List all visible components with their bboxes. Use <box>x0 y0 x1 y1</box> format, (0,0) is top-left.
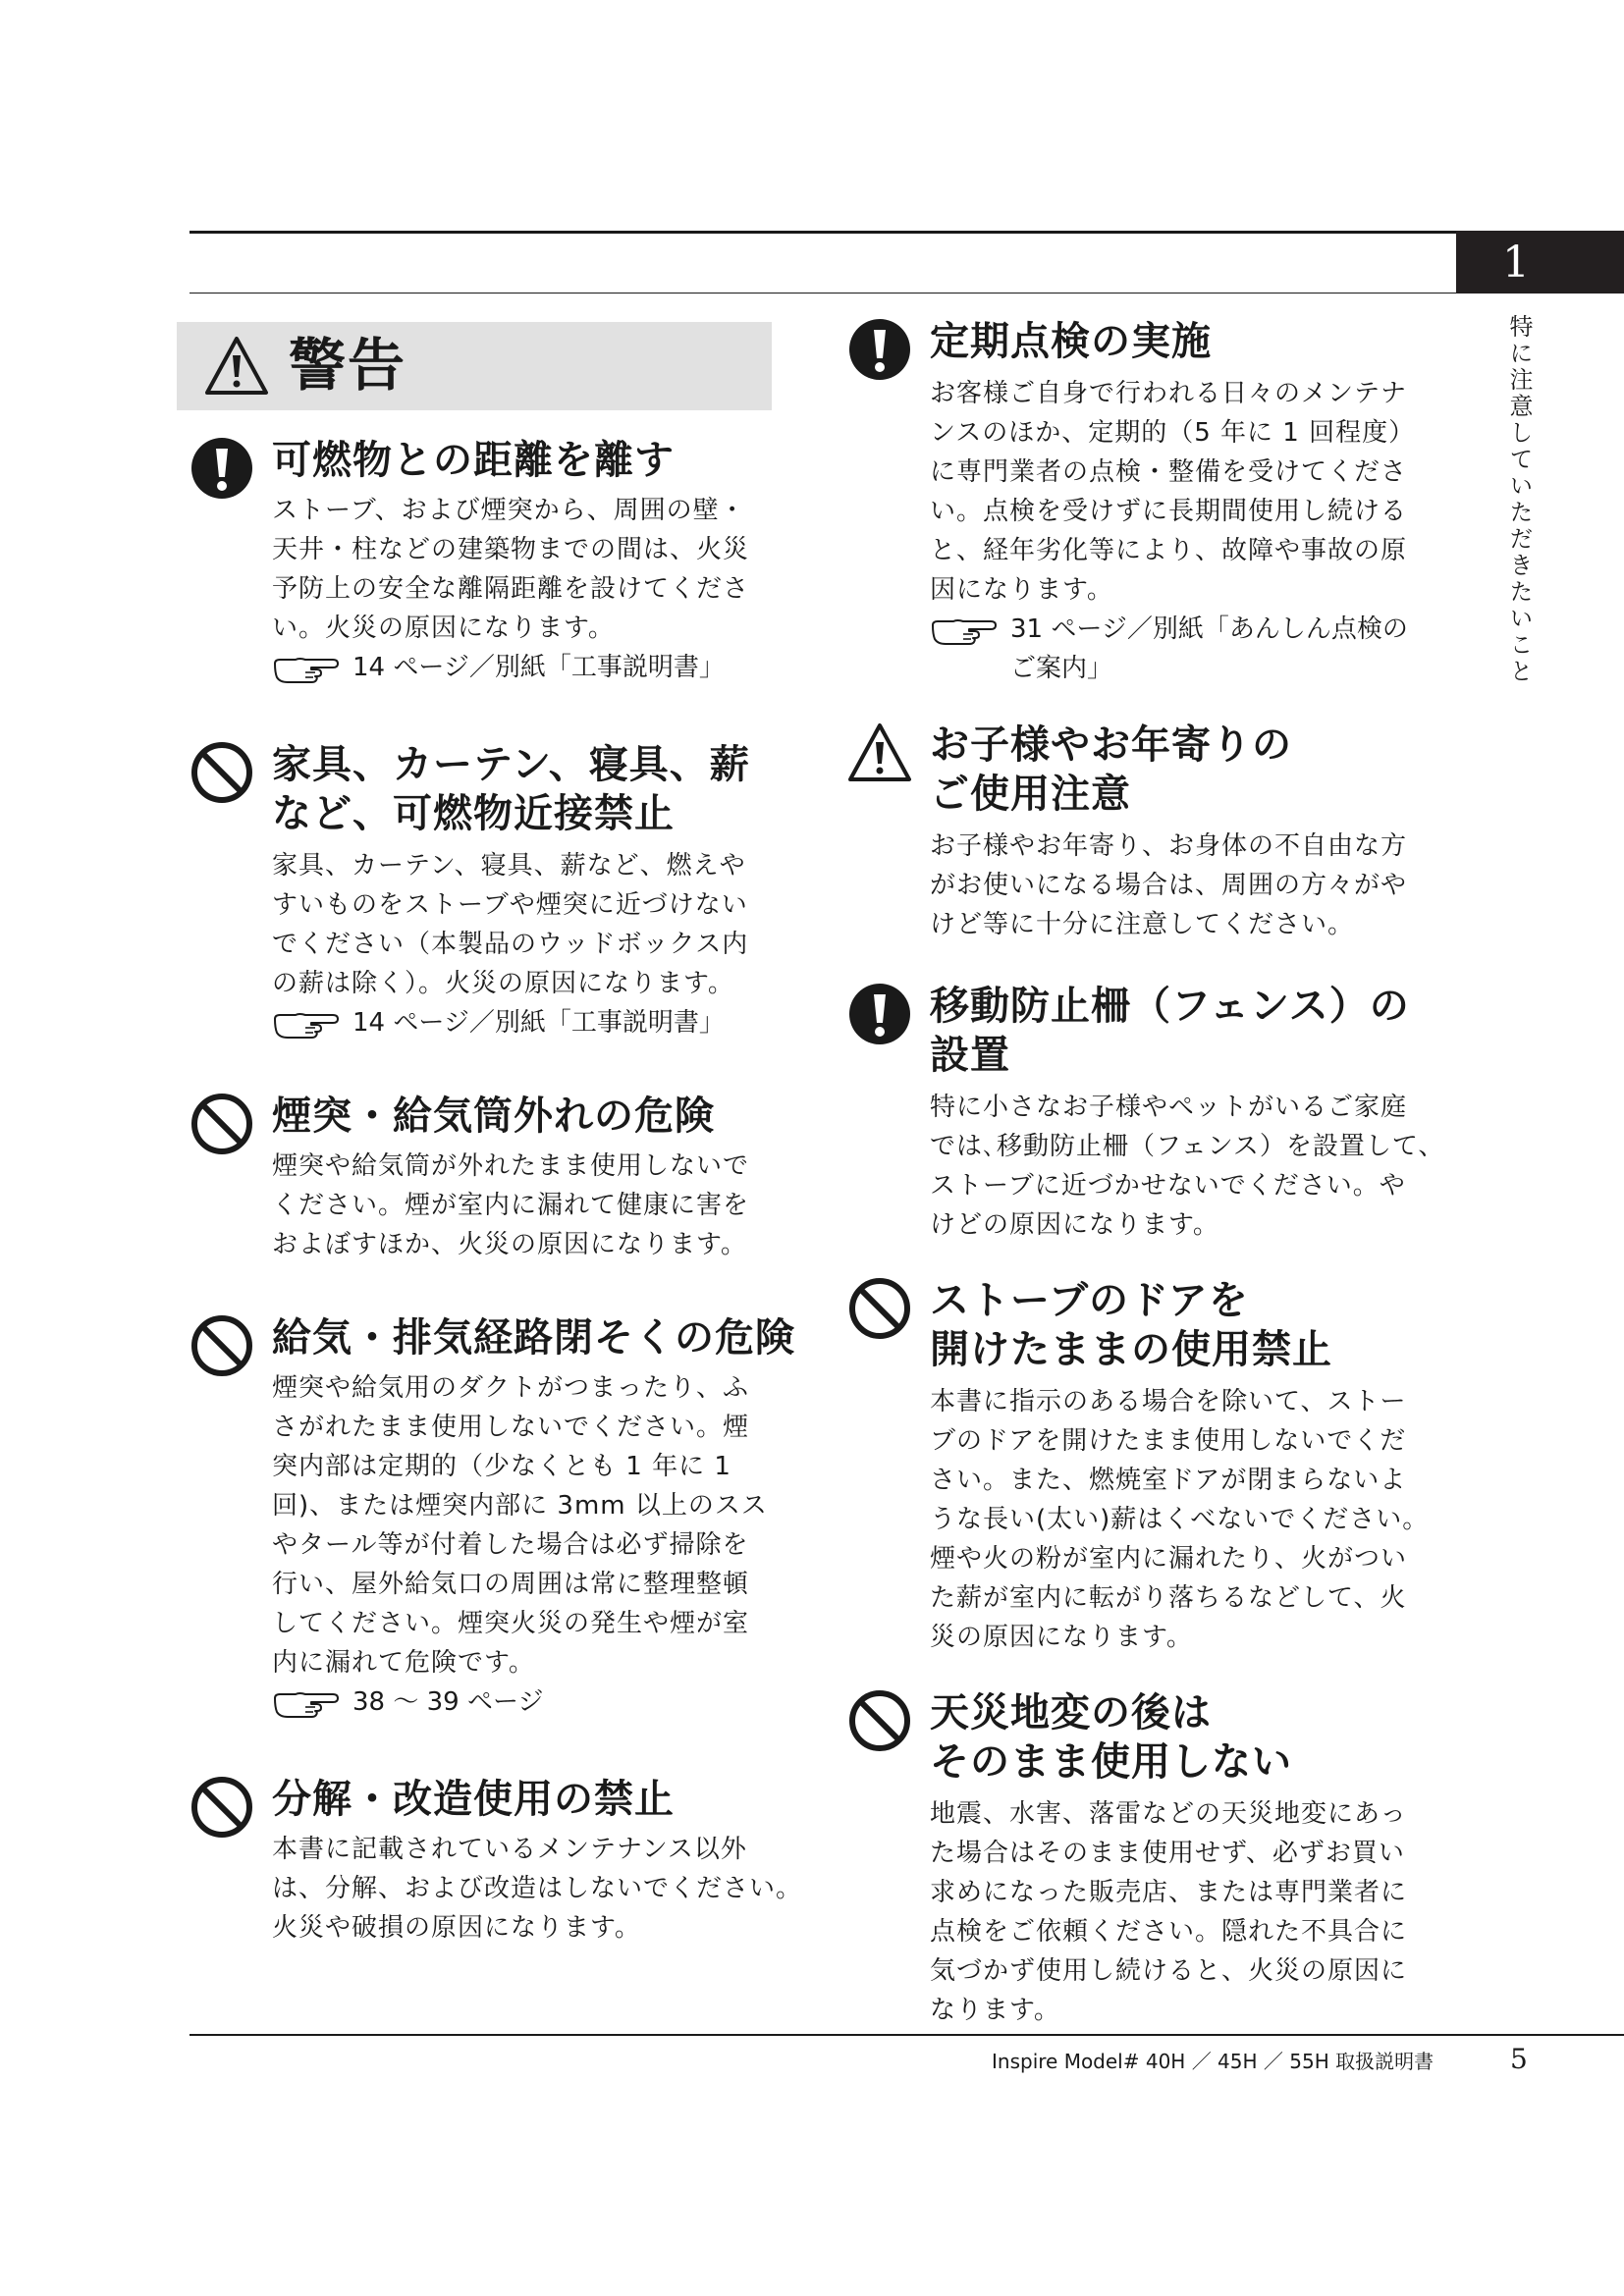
body-line: ストーブ、および煙突から、周囲の壁・ <box>272 496 746 525</box>
chapter-side-label: 特に注意していただきたいこと <box>1505 314 1533 685</box>
body-line: と、経年劣化等により、故障や事故の原 <box>930 536 1408 565</box>
reference-text: 14 ページ／別紙「工事説明書」 <box>352 1008 725 1038</box>
warning-header <box>177 322 772 410</box>
section-title: ご使用注意 <box>930 772 1131 817</box>
section-title: 定期点検の実施 <box>930 319 1212 364</box>
reference-text: 31 ページ／別紙「あんしん点検の <box>1010 614 1408 644</box>
section-title: 分解・改造使用の禁止 <box>272 1777 675 1822</box>
body-line: ください。煙が室内に漏れて健康に害を <box>272 1191 750 1220</box>
pointing-hand-icon <box>272 1690 341 1718</box>
body-line: 天井・柱などの建築物までの間は、火災 <box>272 535 750 564</box>
mandatory-icon <box>847 982 912 1046</box>
section-title: ストーブのドアを <box>930 1278 1249 1323</box>
section-title: 開けたままの使用禁止 <box>930 1327 1332 1372</box>
footer-rule <box>189 2034 1624 2036</box>
body-line: けど等に十分に注意してください。 <box>930 910 1355 939</box>
body-line: に専門業者の点検・整備を受けてくださ <box>930 457 1408 487</box>
section-title: 移動防止柵（フェンス）の <box>930 984 1410 1029</box>
reference-text: 38 ～ 39 ページ <box>352 1687 544 1717</box>
body-line: うな長い(太い)薪はくべないでください。 <box>930 1505 1430 1534</box>
prohibition-icon <box>847 1276 912 1341</box>
body-line: い。点検を受けずに長期間使用し続ける <box>930 497 1408 526</box>
body-line: 気づかず使用し続けると、火災の原因に <box>930 1956 1408 1986</box>
chapter-tab <box>1456 231 1624 294</box>
body-line: 点検をご依頼ください。隠れた不具合に <box>930 1917 1408 1947</box>
chapter-number: 1 <box>1502 238 1530 288</box>
prohibition-icon <box>189 740 254 805</box>
body-line: 煙や火の粉が室内に漏れたり、火がつい <box>930 1544 1408 1574</box>
section-title: 天災地変の後は <box>930 1690 1212 1735</box>
header-rule <box>189 231 1624 234</box>
section-title: お子様やお年寄りの <box>930 722 1292 768</box>
body-line: た場合はそのまま使用せず、必ずお買い <box>930 1839 1405 1868</box>
body-line: 煙突や給気用のダクトがつまったり、ふ <box>272 1373 750 1403</box>
body-line: 求めになった販売店、または専門業者に <box>930 1878 1408 1907</box>
body-line: 地震、水害、落雷などの天災地変にあっ <box>930 1799 1407 1829</box>
body-line: た薪が室内に転がり落ちるなどして、火 <box>930 1583 1407 1613</box>
header-rule-thin <box>189 293 1456 294</box>
body-line: ストーブに近づかせないでください。や <box>930 1171 1406 1201</box>
mandatory-icon <box>847 317 912 382</box>
body-line: 本書に指示のある場合を除いて、ストー <box>930 1387 1407 1416</box>
body-line: ンスのほか、定期的（5 年に 1 回程度） <box>930 418 1416 448</box>
body-line: お子様やお年寄り、お身体の不自由な方 <box>930 831 1408 861</box>
body-line: 火災や破損の原因になります。 <box>272 1913 641 1943</box>
body-line: してください。煙突火災の発生や煙が室 <box>272 1609 750 1638</box>
section-title: など、可燃物近接禁止 <box>272 791 675 836</box>
body-line: では､移動防止柵（フェンス）を設置して、 <box>930 1132 1445 1161</box>
body-line: けどの原因になります。 <box>930 1210 1219 1240</box>
body-line: すいものをストーブや煙突に近づけない <box>272 890 748 920</box>
body-line: 煙突や給気筒が外れたまま使用しないで <box>272 1151 750 1181</box>
body-line: 家具、カーテン、寝具、薪など、燃えや <box>272 851 746 881</box>
body-line: さい。また、燃焼室ドアが閉まらないよ <box>930 1466 1407 1495</box>
section-title: 給気・排気経路閉そくの危険 <box>272 1315 795 1361</box>
prohibition-icon <box>189 1092 254 1156</box>
caution-triangle-icon <box>847 721 912 785</box>
body-line: お客様ご自身で行われる日々のメンテナ <box>930 379 1408 408</box>
body-line: 本書に記載されているメンテナンス以外 <box>272 1835 747 1864</box>
body-line: い。火災の原因になります。 <box>272 614 615 643</box>
body-line: でください（本製品のウッドボックス内 <box>272 930 749 959</box>
prohibition-icon <box>847 1688 912 1753</box>
body-line: は、分解、および改造はしないでください。 <box>272 1874 803 1903</box>
body-line: やタール等が付着した場合は必ず掃除を <box>272 1530 749 1560</box>
section-title: 可燃物との距離を離す <box>272 438 675 483</box>
section-title: 設置 <box>930 1033 1010 1078</box>
body-line: 行い、屋外給気口の周囲は常に整理整頓 <box>272 1570 750 1599</box>
body-line: なります。 <box>930 1996 1060 2025</box>
section-title: 家具、カーテン、寝具、薪 <box>272 742 750 787</box>
section-title: 煙突・給気筒外れの危険 <box>272 1094 715 1139</box>
body-line: 突内部は定期的（少なくとも 1 年に 1 <box>272 1452 731 1481</box>
prohibition-icon <box>189 1775 254 1840</box>
reference-text: ご案内」 <box>1010 654 1113 683</box>
pointing-hand-icon <box>930 617 999 645</box>
reference-text: 14 ページ／別紙「工事説明書」 <box>352 653 725 682</box>
page-number: 5 <box>1510 2043 1528 2075</box>
body-line: さがれたまま使用しないでください。煙 <box>272 1413 750 1442</box>
body-line: がお使いになる場合は、周囲の方々がや <box>930 871 1408 900</box>
body-line: およぼすほか、火災の原因になります。 <box>272 1230 747 1259</box>
body-line: ブのドアを開けたまま使用しないでくだ <box>930 1426 1407 1456</box>
mandatory-icon <box>189 436 254 501</box>
body-line: 内に漏れて危険です。 <box>272 1648 535 1678</box>
body-line: の薪は除く）。火災の原因になります。 <box>272 969 734 998</box>
body-line: 特に小さなお子様やペットがいるご家庭 <box>930 1093 1408 1122</box>
body-line: 回)、または煙突内部に 3mm 以上のスス <box>272 1491 768 1521</box>
footer-model-text: Inspire Model# 40H ／ 45H ／ 55H 取扱説明書 <box>992 2050 1435 2073</box>
warning-title: 警告 <box>289 332 407 399</box>
body-line: 災の原因になります。 <box>930 1623 1193 1652</box>
pointing-hand-icon <box>272 1011 341 1039</box>
body-line: 因になります。 <box>930 575 1113 605</box>
prohibition-icon <box>189 1313 254 1378</box>
pointing-hand-icon <box>272 656 341 683</box>
caution-triangle-icon <box>200 334 273 399</box>
body-line: 予防上の安全な離隔距離を設けてくださ <box>272 574 750 604</box>
section-title: そのまま使用しない <box>930 1739 1292 1785</box>
